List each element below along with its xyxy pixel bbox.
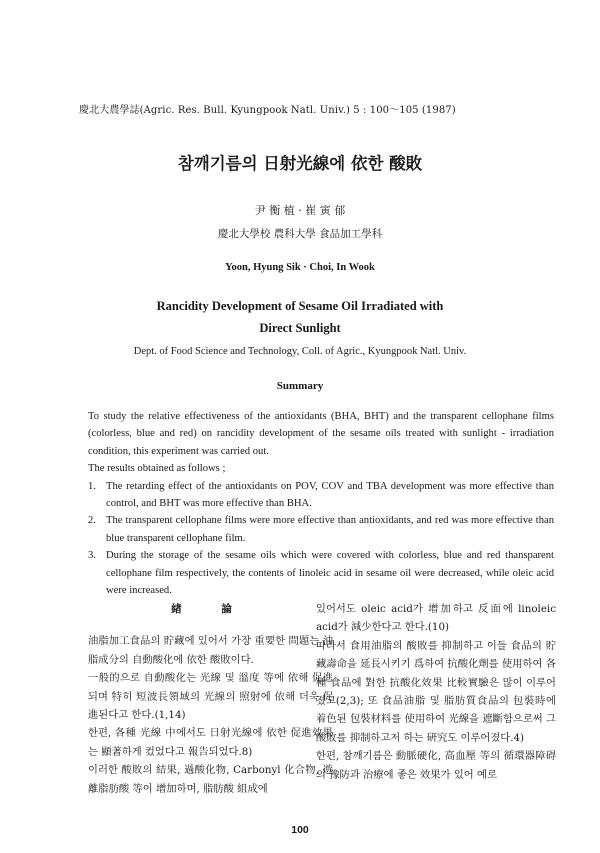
results-list	[88, 478, 554, 600]
body-paragraph: 이러한 酸敗의 結果, 過酸化物, Carbonyl 化合物, 遊離脂肪酸 等이 增加하며, 脂肪酸 組成에	[88, 764, 333, 795]
korean-affiliation: 慶北大學校 農科大學 食品加工學科	[217, 228, 383, 240]
body-paragraph: 一般的으로 自動酸化는 光線 및 溫度 等에 依해 促進되며 特히 短波長領域의 光線의 照射에 依해 더욱 促進된다고 한다.(1,14)	[88, 672, 333, 722]
result-item: 2. The transparent cellophane films were more effective than antioxidants, and red was more effective than blue transparent cellophane film.	[88, 515, 554, 544]
results-lead: The results obtained as follows ;	[88, 463, 226, 475]
english-title	[0, 295, 600, 339]
summary-heading: Summary	[276, 380, 324, 392]
english-affiliation: Dept. of Food Science and Technology, Coll. of Agric., Kyungpook Natl. Univ.	[133, 346, 467, 357]
page-number: 100	[291, 824, 309, 836]
korean-title: 참깨기름의 日射光線에 依한 酸敗	[177, 154, 423, 173]
introduction-heading: 緖 論	[171, 603, 250, 615]
summary-body	[88, 408, 554, 599]
body-paragraph: 한편, 各種 光線 中에서도 日射光線에 依한 促進效果는 顯著하게 컸었다고 報告되었다.8)	[88, 727, 333, 758]
body-paragraph: 있어서도 oleic acid가 增加하고 反面에 linoleic acid가 減少한다고 한다.(10)	[316, 603, 556, 634]
result-item: 3. During the storage of the sesame oils which were covered with colorless, blue and red thansparent cellophane film respectively, the contents of linoleic acid in sesame oil were decreased, while oleic acid were increased.	[88, 550, 554, 597]
left-column	[88, 600, 333, 798]
right-column	[316, 600, 556, 784]
english-authors: Yoon, Hyung Sik · Choi, In Wook	[225, 262, 375, 273]
english-title-line-1: Rancidity Development of Sesame Oil Irradiated with	[156, 299, 444, 313]
summary-intro: To study the relative effectiveness of the antioxidants (BHA, BHT) and the transparent cellophane films (colorless, blue and red) on rancidity development of the sesame oils treated with sunlight - irradiation condition, this experiment was carried out.	[88, 411, 554, 457]
english-title-line-2: Direct Sunlight	[259, 321, 341, 335]
body-paragraph: 따라서 食用油脂의 酸敗를 抑制하고 이들 食品의 貯藏壽命을 延長시키기 爲하여 抗酸化劑를 使用하여 各種 食品에 對한 抗酸化效果 比較實驗은 많이 이루어졌고(2,3); 또 食品油脂 및 脂肪質食品의 包裝時에 着色된 包裝材料를 使用하여 光線을 遮斷함으로써 그 酸敗를 抑制하고저 하는 硏究도 이루어졌다.4)	[316, 639, 556, 744]
korean-authors: 尹 衡 植 · 崔 寅 郁	[254, 204, 346, 217]
result-item: 1. The retarding effect of the antioxidants on POV, COV and TBA development was more effective than control, and BHT was more effective than BHA.	[88, 480, 554, 510]
body-paragraph: 油脂加工食品의 貯藏에 있어서 가장 重要한 問題는 油脂成分의 自動酸化에 依한 酸敗이다.	[88, 635, 333, 666]
body-paragraph: 한편, 참깨기름은 動脈硬化, 高血壓 等의 循環器障碍의 豫防과 治療에 좋은 效果가 있어 예로	[316, 750, 556, 781]
journal-header: 慶北大農學誌(Agric. Res. Bull. Kyungpook Natl. Univ.) 5 : 100～105 (1987)	[79, 105, 456, 116]
